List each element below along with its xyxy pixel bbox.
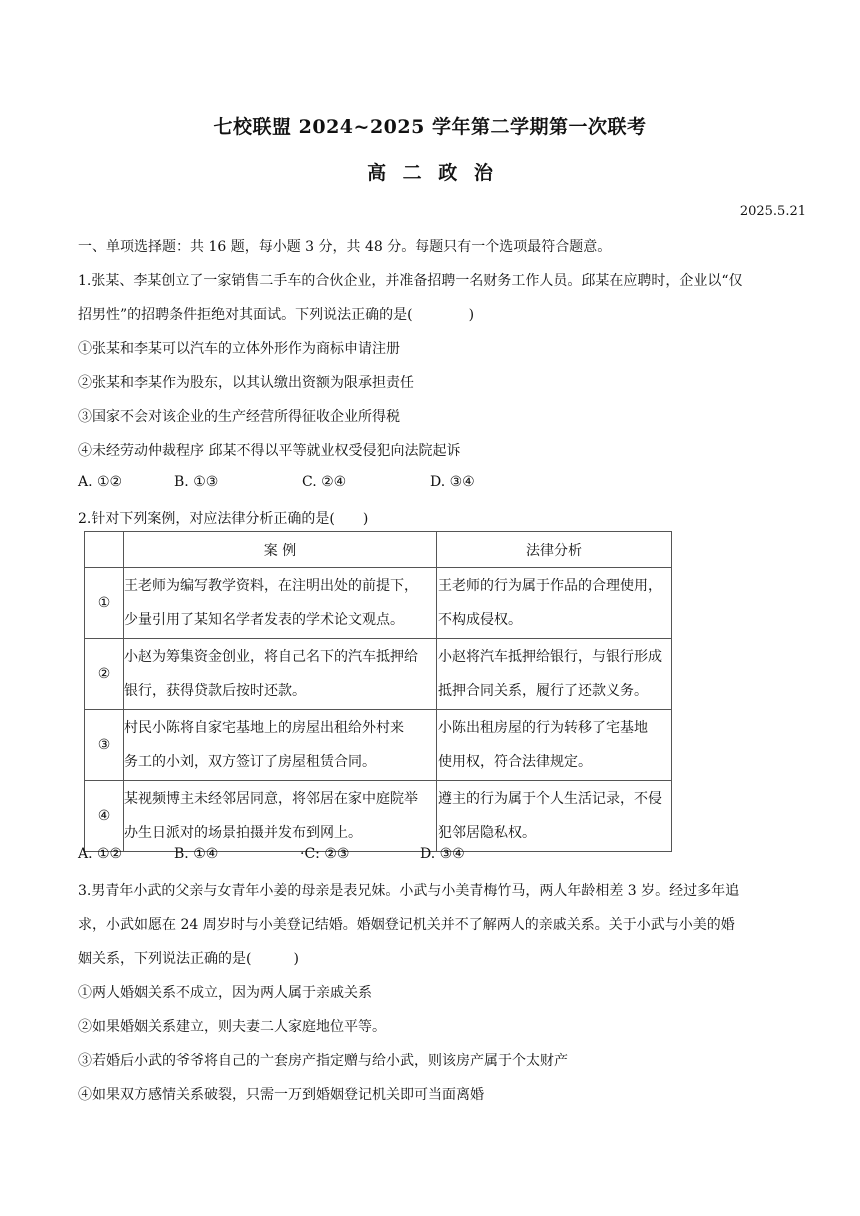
case-line: 某视频博主未经邻居同意，将邻居在家中庭院举 <box>124 791 418 807</box>
q3-item-1: ①两人婚姻关系不成立，因为两人属于亲戚关系 <box>78 985 372 1001</box>
case-cell <box>124 710 437 781</box>
law-cell <box>437 568 672 639</box>
case-line: 村民小陈将自家宅基地上的房屋出租给外村来 <box>124 720 404 736</box>
table-header-case: 案 例 <box>124 532 437 568</box>
q1-item-4: ④未经劳动仲裁程序 邱某不得以平等就业权受侵犯向法院起诉 <box>78 443 461 459</box>
table-row <box>85 710 672 781</box>
law-line: 王老师的行为属于作品的合理使用， <box>438 578 662 594</box>
table-header-row <box>85 532 672 568</box>
law-line: 遵主的行为属于个人生活记录，不侵 <box>438 791 662 807</box>
case-line: 办生日派对的场景拍摄并发布到网上。 <box>124 825 362 841</box>
row-number: ② <box>85 639 124 710</box>
q2-case-table <box>84 531 672 852</box>
table-header-law: 法律分析 <box>437 532 672 568</box>
q1-options <box>78 474 475 490</box>
q3-stem-line1: 3.男青年小武的父亲与女青年小姜的母亲是表兄妹。小武与小美青梅竹马，两人年龄相差 3 岁。经过多年追 <box>78 883 740 899</box>
law-cell <box>437 781 672 852</box>
q2-option-a: A. ①② <box>78 846 123 862</box>
q3-stem-line3: 姻关系，下列说法正确的是( ) <box>78 951 299 967</box>
table-row <box>85 568 672 639</box>
q3-item-4: ④如果双方感情关系破裂，只需一万到婚姻登记机关即可当面离婚 <box>78 1087 484 1103</box>
case-cell <box>124 568 437 639</box>
table-header-num <box>85 532 124 568</box>
q2-option-b: B. ①④ <box>174 846 219 862</box>
q1-stem-line2: 招男性”的招聘条件拒绝对其面试。下列说法正确的是( ) <box>78 307 475 323</box>
case-line: 银行，获得贷款后按时还款。 <box>124 683 306 699</box>
q2-options <box>78 846 465 862</box>
section-heading: 一、单项选择题：共 16 题，每小题 3 分，共 48 分。每题只有一个选项最符合题意。 <box>78 239 612 255</box>
case-cell <box>124 781 437 852</box>
law-cell <box>437 639 672 710</box>
q1-option-a: A. ①② <box>78 474 123 490</box>
q3-stem-line2: 求，小武如愿在 24 周岁时与小美登记结婚。婚姻登记机关并不了解两人的亲戚关系。关于小武与小美的婚 <box>78 917 735 933</box>
q1-item-2: ②张某和李某作为股东，以其认缴出资额为限承担责任 <box>78 375 414 391</box>
case-line: 小赵为筹集资金创业，将自己名下的汽车抵押给 <box>124 649 418 665</box>
law-line: 小陈出租房屋的行为转移了宅基地 <box>438 720 648 736</box>
case-line: 务工的小刘，双方签订了房屋租赁合同。 <box>124 754 376 770</box>
law-line: 小赵将汽车抵押给银行，与银行形成 <box>438 649 662 665</box>
law-line: 抵押合同关系，履行了还款义务。 <box>438 683 648 699</box>
law-line: 不构成侵权。 <box>438 612 522 628</box>
q1-option-c: C. ②④ <box>302 474 347 490</box>
q2-option-c: ·C: ②③ <box>300 846 350 862</box>
exam-date: 2025.5.21 <box>739 204 806 219</box>
row-number: ③ <box>85 710 124 781</box>
row-number: ① <box>85 568 124 639</box>
law-line: 犯邻居隐私权。 <box>438 825 536 841</box>
case-cell <box>124 639 437 710</box>
law-line: 使用权，符合法律规定。 <box>438 754 592 770</box>
case-line: 王老师为编写教学资料，在注明出处的前提下， <box>124 578 418 594</box>
q1-item-3: ③国家不会对该企业的生产经营所得征收企业所得税 <box>78 409 400 425</box>
q1-stem-line1: 1.张某、李某创立了一家销售二手车的合伙企业，并准备招聘一名财务工作人员。邱某在应聘时，企业以“仅 <box>78 273 743 289</box>
law-cell <box>437 710 672 781</box>
table-row <box>85 639 672 710</box>
row-number: ④ <box>85 781 124 852</box>
table-row <box>85 781 672 852</box>
exam-subject: 高 二 政 治 <box>367 162 493 184</box>
exam-title: 七校联盟 2024~2025 学年第二学期第一次联考 <box>213 116 647 138</box>
q3-item-3: ③若婚后小武的爷爷将自己的亠套房产指定赠与给小武，则该房产属于个太财产 <box>78 1053 568 1069</box>
q1-option-b: B. ①③ <box>174 474 219 490</box>
q1-option-d: D. ③④ <box>430 474 475 490</box>
case-line: 少量引用了某知名学者发表的学术论文观点。 <box>124 612 404 628</box>
q2-option-d: D. ③④ <box>420 846 465 862</box>
q2-stem: 2.针对下列案例，对应法律分析正确的是( ) <box>78 511 369 527</box>
q1-item-1: ①张某和李某可以汽车的立体外形作为商标申请注册 <box>78 341 400 357</box>
q3-item-2: ②如果婚姻关系建立，则夫妻二人家庭地位平等。 <box>78 1019 386 1035</box>
